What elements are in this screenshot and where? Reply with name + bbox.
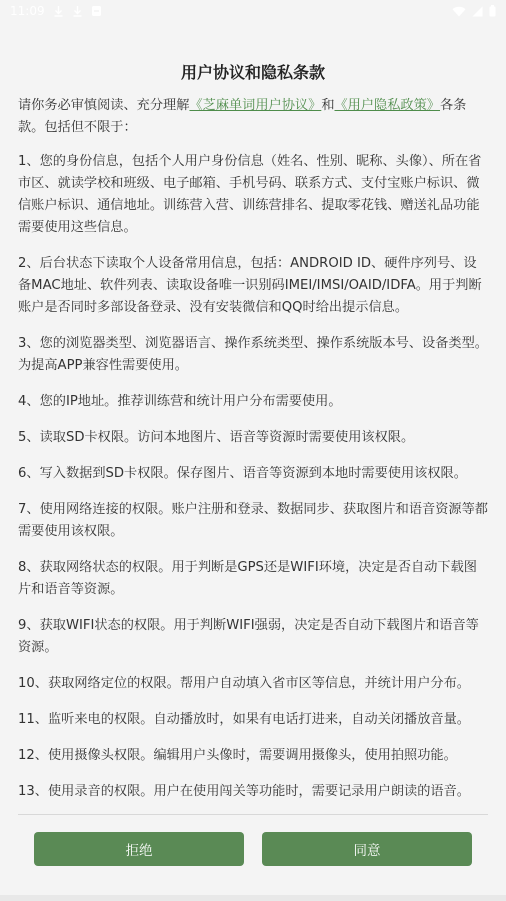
terms-item: 5、读取SD卡权限。访问本地图片、语音等资源时需要使用该权限。 — [18, 430, 415, 445]
status-bar — [0, 0, 506, 22]
download-icon — [72, 5, 83, 17]
terms-item: 7、使用网络连接的权限。账户注册和登录、数据同步、获取图片和语音资源等都需要使用该权限。 — [18, 502, 488, 539]
terms-item: 2、后台状态下读取个人设备常用信息，包括：ANDROID ID、硬件序列号、设备MAC地址、软件列表、读取设备唯一识别码IMEI/IMSI/OAID/IDFA。用于判断账户是否同时多部设备登录、没有安装微信和QQ时给出提示信息。 — [18, 256, 482, 315]
intro-paragraph — [18, 95, 488, 139]
privacy-policy-link[interactable]: 《用户隐私政策》 — [334, 98, 440, 113]
terms-item: 11、监听来电的权限。自动播放时，如果有电话打进来，自动关闭播放音量。 — [18, 712, 470, 727]
terms-item: 8、获取网络状态的权限。用于判断是GPS还是WIFI环境，决定是否自动下载图片和语音等资源。 — [18, 560, 477, 597]
agree-button[interactable]: 同意 — [262, 832, 472, 866]
status-time: 11:09 — [10, 4, 45, 18]
reject-button[interactable]: 拒绝 — [34, 832, 244, 866]
intro-middle: 和 — [321, 98, 335, 113]
terms-item: 1、您的身份信息，包括个人用户身份信息（姓名、性别、昵称、头像）、所在省市区、就读学校和班级、电子邮箱、手机号码、联系方式、支付宝账户标识、微信账户标识、通信地址。训练营入营、训练营排名、提取零花钱、赠送礼品功能需要使用这些信息。 — [18, 154, 482, 235]
terms-item: 6、写入数据到SD卡权限。保存图片、语音等资源到本地时需要使用该权限。 — [18, 466, 467, 481]
status-bar-right — [452, 5, 496, 17]
terms-item: 3、您的浏览器类型、浏览器语言、操作系统类型、操作系统版本号、设备类型。为提高APP兼容性需要使用。 — [18, 336, 488, 373]
intro-suffix: 各条款。包括但不限于： — [18, 98, 467, 135]
divider — [18, 814, 488, 815]
download-icon — [53, 5, 64, 17]
user-agreement-link[interactable]: 《芝麻单词用户协议》 — [189, 98, 322, 113]
terms-item: 13、使用录音的权限。用户在使用闯关等功能时，需要记录用户朗读的语音。 — [18, 784, 470, 799]
terms-item: 4、您的IP地址。推荐训练营和统计用户分布需要使用。 — [18, 394, 342, 409]
dialog-title: 用户协议和隐私条款 — [180, 63, 325, 82]
terms-item: 9、获取WIFI状态的权限。用于判断WIFI强弱，决定是否自动下载图片和语音等资源。 — [18, 618, 479, 655]
terms-item: 12、使用摄像头权限。编辑用户头像时，需要调用摄像头，使用拍照功能。 — [18, 748, 457, 763]
signal-icon — [472, 6, 483, 17]
dnd-icon — [91, 5, 102, 17]
wifi-icon — [452, 6, 466, 17]
dialog-buttons — [34, 832, 472, 866]
agreement-content — [18, 95, 488, 817]
battery-icon — [489, 5, 496, 17]
terms-item: 10、获取网络定位的权限。帮用户自动填入省市区等信息，并统计用户分布。 — [18, 676, 470, 691]
status-bar-left — [10, 4, 102, 18]
intro-prefix: 请你务必审慎阅读、充分理解 — [18, 98, 190, 113]
gesture-bar — [0, 895, 506, 901]
